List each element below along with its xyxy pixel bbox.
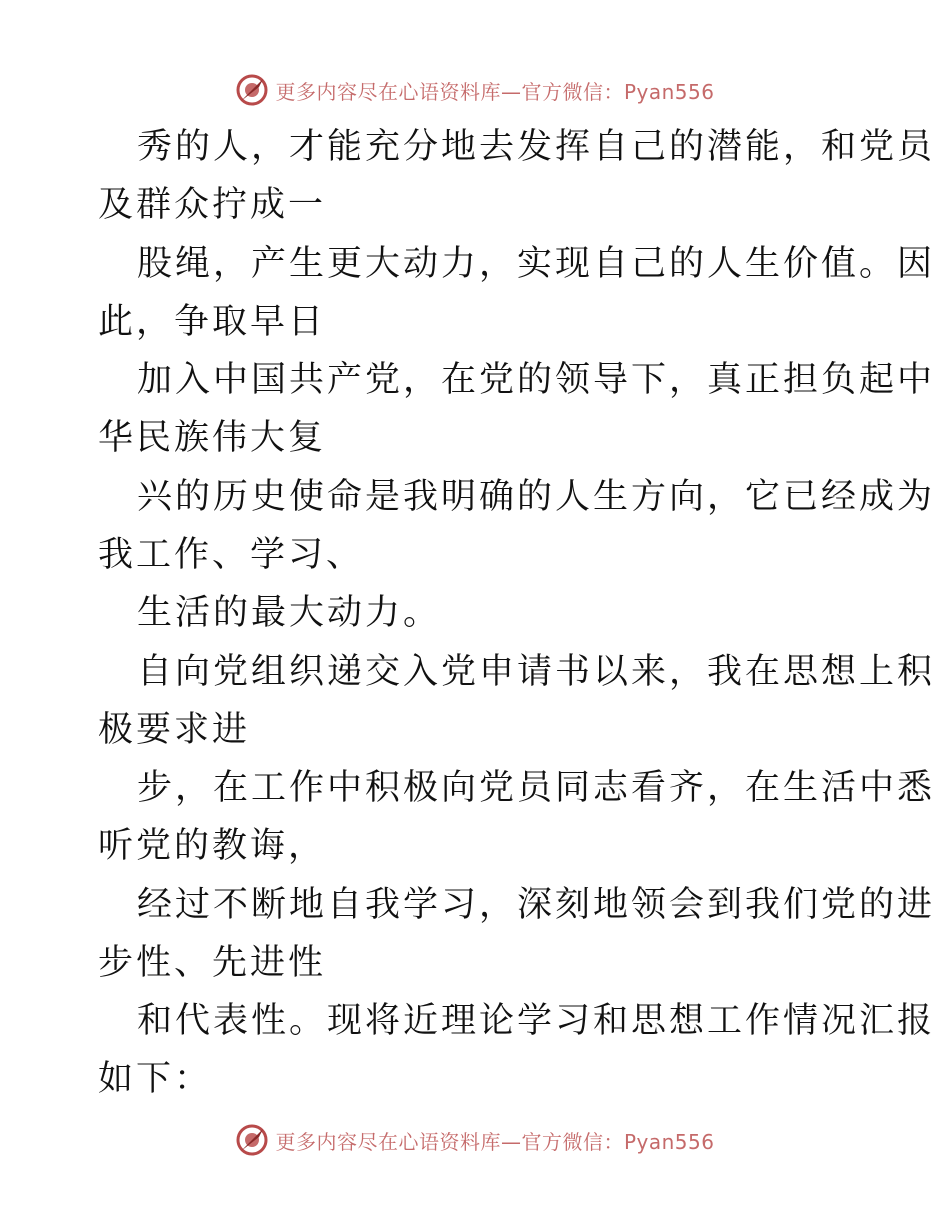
body-line: 股绳，产生更大动力，实现自己的人生价值。因 (137, 244, 936, 284)
body-line: 生活的最大动力。 (137, 593, 442, 633)
body-line: 秀的人，才能充分地去发挥自己的潜能，和党员 (137, 127, 936, 167)
body-line: 经过不断地自我学习，深刻地领会到我们党的进 (137, 885, 936, 925)
body-line: 加入中国共产党，在党的领导下，真正担负起中 (137, 360, 936, 400)
body-line: 华民族伟大复 (98, 418, 327, 458)
body-line: 步，在工作中积极向党员同志看齐，在生活中悉 (137, 768, 936, 808)
header-watermark (0, 70, 950, 110)
body-line: 我工作、学习、 (98, 535, 365, 575)
body-line: 和代表性。现将近理论学习和思想工作情况汇报 (137, 1001, 936, 1041)
watermark-text: 更多内容尽在心语资料库—官方微信：Pyan556 (275, 79, 715, 104)
body-line: 自向党组织递交入党申请书以来，我在思想上积 (137, 652, 936, 692)
body-line: 兴的历史使命是我明确的人生方向，它已经成为 (137, 477, 936, 517)
body-line: 及群众拧成一 (98, 185, 327, 225)
body-line: 此，争取早日 (98, 302, 327, 342)
quill-logo-icon (235, 73, 269, 107)
quill-logo-icon (235, 1123, 269, 1157)
body-line: 极要求进 (98, 710, 251, 750)
body-line: 如下： (98, 1059, 213, 1099)
watermark-text: 更多内容尽在心语资料库—官方微信：Pyan556 (275, 1129, 715, 1154)
footer-watermark (0, 1120, 950, 1160)
body-line: 步性、先进性 (98, 943, 327, 983)
body-line: 听党的教诲， (98, 826, 327, 866)
